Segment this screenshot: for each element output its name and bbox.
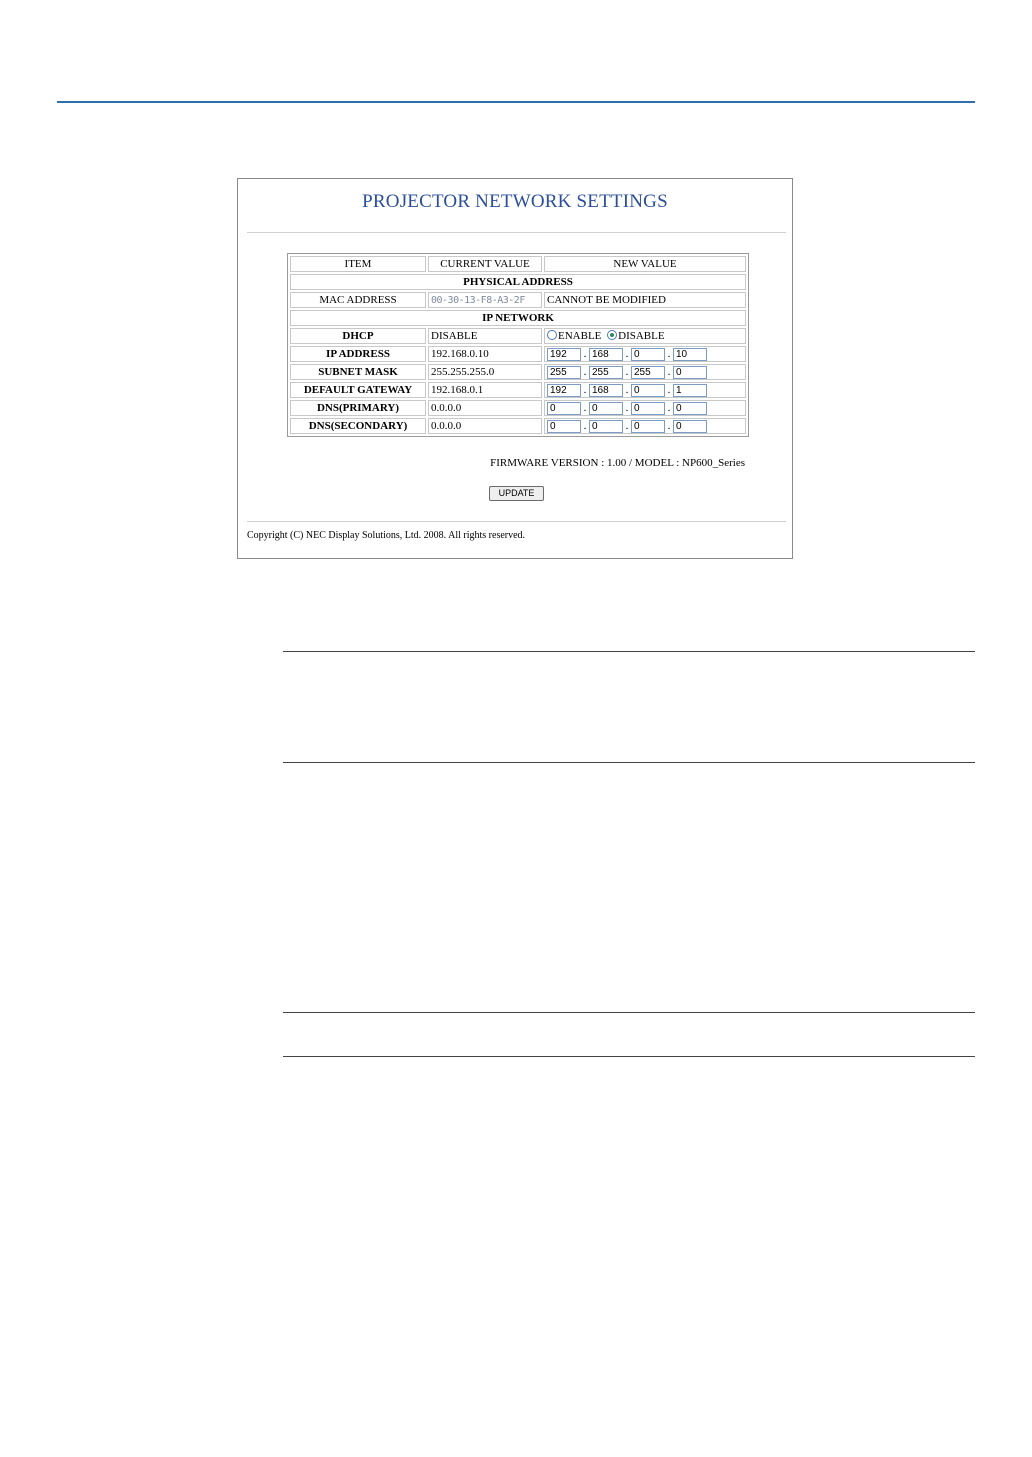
dns-secondary-octet-3[interactable]	[631, 420, 665, 433]
page-divider	[283, 762, 975, 763]
section-physical-address: PHYSICAL ADDRESS	[290, 274, 746, 290]
settings-table	[287, 253, 749, 437]
page-top-rule	[57, 101, 975, 103]
ip-address-new: 192 . 168 . 0 . 10	[544, 346, 746, 362]
default-gateway-current: 192.168.0.1	[428, 382, 542, 398]
table-row	[290, 364, 746, 380]
dhcp-label: DHCP	[290, 328, 426, 344]
subnet-mask-octet-1[interactable]	[547, 366, 581, 379]
dns-secondary-label: DNS(SECONDARY)	[290, 418, 426, 434]
dhcp-disable-label[interactable]: DISABLE	[618, 330, 665, 342]
dns-secondary-new: 0 . 0 . 0 . 0	[544, 418, 746, 434]
subnet-mask-new: 255 . 255 . 255 . 0	[544, 364, 746, 380]
default-gateway-label: DEFAULT GATEWAY	[290, 382, 426, 398]
dhcp-enable-radio[interactable]	[547, 330, 557, 340]
table-row	[290, 382, 746, 398]
network-settings-panel	[237, 178, 793, 559]
subnet-mask-octet-3[interactable]	[631, 366, 665, 379]
subnet-mask-octet-4[interactable]	[673, 366, 707, 379]
footer-divider	[247, 521, 786, 522]
page-divider	[283, 651, 975, 652]
dns-primary-current: 0.0.0.0	[428, 400, 542, 416]
dhcp-options	[544, 328, 746, 344]
default-gateway-octet-4[interactable]	[673, 384, 707, 397]
dns-secondary-octet-1[interactable]	[547, 420, 581, 433]
dns-primary-label: DNS(PRIMARY)	[290, 400, 426, 416]
dns-primary-octet-4[interactable]	[673, 402, 707, 415]
page-title: PROJECTOR NETWORK SETTINGS	[362, 191, 668, 212]
firmware-version: FIRMWARE VERSION : 1.00 / MODEL : NP600_Series	[490, 457, 745, 469]
mac-address-note: CANNOT BE MODIFIED	[544, 292, 746, 308]
dns-primary-octet-2[interactable]	[589, 402, 623, 415]
ip-address-octet-1[interactable]	[547, 348, 581, 361]
dns-primary-octet-1[interactable]	[547, 402, 581, 415]
table-row	[290, 292, 746, 308]
dhcp-enable-label[interactable]: ENABLE	[558, 330, 602, 342]
table-row	[290, 328, 746, 344]
table-row	[290, 418, 746, 434]
dns-secondary-octet-2[interactable]	[589, 420, 623, 433]
section-row	[290, 274, 746, 290]
copyright-text: Copyright (C) NEC Display Solutions, Ltd. 2008. All rights reserved.	[247, 530, 526, 541]
ip-address-label: IP ADDRESS	[290, 346, 426, 362]
dhcp-disable-radio[interactable]	[607, 330, 617, 340]
page-divider	[283, 1056, 975, 1057]
dns-secondary-current: 0.0.0.0	[428, 418, 542, 434]
table-header-row	[290, 256, 746, 272]
ip-address-octet-4[interactable]	[673, 348, 707, 361]
dns-primary-octet-3[interactable]	[631, 402, 665, 415]
table-row	[290, 346, 746, 362]
mac-address-value: 00-30-13-F8-A3-2F	[428, 292, 542, 308]
default-gateway-octet-1[interactable]	[547, 384, 581, 397]
default-gateway-octet-3[interactable]	[631, 384, 665, 397]
column-header-current-value: CURRENT VALUE	[428, 256, 542, 272]
column-header-new-value: NEW VALUE	[544, 256, 746, 272]
ip-address-octet-2[interactable]	[589, 348, 623, 361]
title-divider	[247, 232, 786, 233]
dns-secondary-octet-4[interactable]	[673, 420, 707, 433]
update-button[interactable]: UPDATE	[489, 486, 544, 501]
mac-address-label: MAC ADDRESS	[290, 292, 426, 308]
table-row	[290, 400, 746, 416]
page-divider	[283, 1012, 975, 1013]
section-ip-network: IP NETWORK	[290, 310, 746, 326]
subnet-mask-octet-2[interactable]	[589, 366, 623, 379]
subnet-mask-label: SUBNET MASK	[290, 364, 426, 380]
column-header-item: ITEM	[290, 256, 426, 272]
default-gateway-new: 192 . 168 . 0 . 1	[544, 382, 746, 398]
dhcp-current-value: DISABLE	[428, 328, 542, 344]
default-gateway-octet-2[interactable]	[589, 384, 623, 397]
subnet-mask-current: 255.255.255.0	[428, 364, 542, 380]
ip-address-current: 192.168.0.10	[428, 346, 542, 362]
dns-primary-new: 0 . 0 . 0 . 0	[544, 400, 746, 416]
ip-address-octet-3[interactable]	[631, 348, 665, 361]
section-row	[290, 310, 746, 326]
